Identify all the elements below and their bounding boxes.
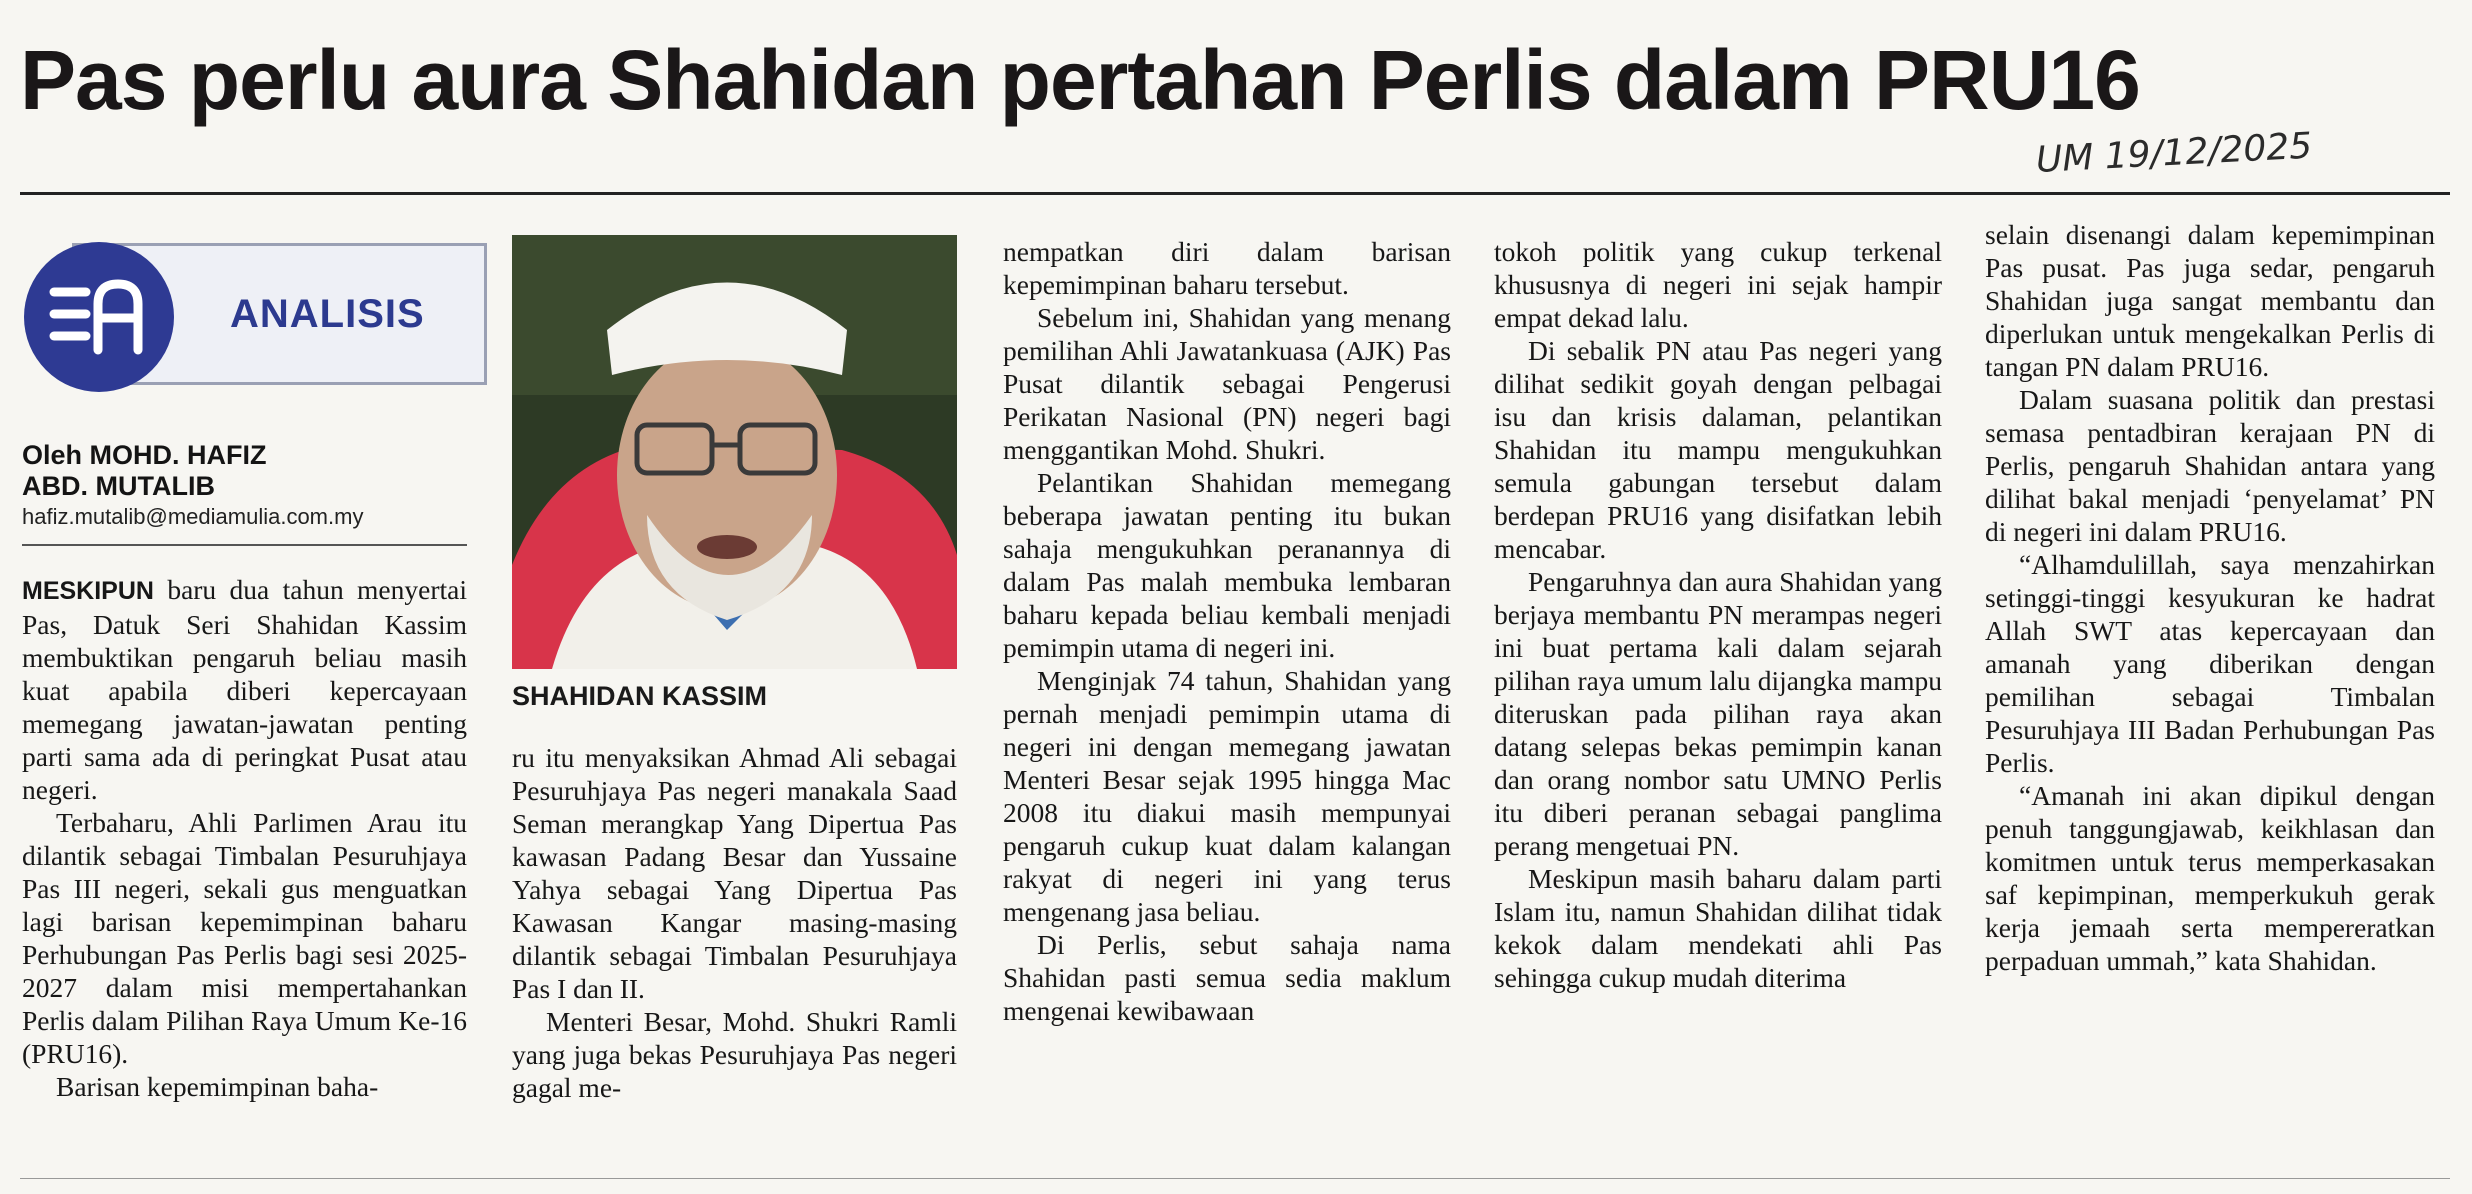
article-column-2 — [512, 741, 957, 1104]
paragraph: ru itu menyaksikan Ahmad Ali sebagai Pesuruhjaya Pas negeri manakala Saad Seman merangkap Yang Dipertua Pas kawasan Padang Besar dan Yussaine Yahya sebagai Yang Dipertua Pas Kawasan Kangar masing-masing dilantik sebagai Timbalan Pesuruhjaya Pas I dan II. — [512, 742, 957, 1004]
portrait-photo — [512, 235, 957, 669]
paragraph: “Alhamdulillah, saya menzahirkan setinggi-tinggi kesyukuran ke hadrat Allah SWT atas kepercayaan dan amanah yang diberikan dengan pemilihan sebagai Timbalan Pesuruhjaya III Badan Perhubungan Pas Perlis. — [1985, 549, 2435, 778]
analisis-logo-icon — [24, 242, 174, 392]
paragraph: Barisan kepemimpinan baha- — [56, 1071, 379, 1102]
paragraph: selain disenangi dalam kepemimpinan Pas pusat. Pas juga sedar, pengaruh Shahidan juga sangat membantu dan diperlukan untuk mengekalkan Perlis di tangan PN dalam PRU16. — [1985, 219, 2435, 382]
paragraph: Di sebalik PN atau Pas negeri yang dilihat sedikit goyah dengan pelbagai isu dan krisis dalaman, pelantikan Shahidan itu mampu mengukuhkan semula gabungan tersebut dalam berdepan PRU16 yang disifatkan lebih mencabar. — [1494, 335, 1942, 564]
bottom-rule — [20, 1178, 2450, 1179]
article-column-4 — [1494, 235, 1942, 994]
paragraph: Terbaharu, Ahli Parlimen Arau itu dilantik sebagai Timbalan Pesuruhjaya Pas III negeri, sekali gus menguatkan lagi barisan kepemimpinan baharu Perhubungan Pas Perlis bagi sesi 2025-2027 dalam misi mempertahankan Perlis dalam Pilihan Raya Umum Ke-16 (PRU16). — [22, 807, 467, 1069]
article-column-1 — [22, 573, 467, 1103]
paragraph — [22, 573, 467, 806]
paragraph: Menteri Besar, Mohd. Shukri Ramli yang juga bekas Pesuruhjaya Pas negeri gagal me- — [512, 1006, 957, 1103]
section-label: ANALISIS — [230, 292, 425, 336]
handwritten-date-note: UM 19/12/2025 — [2035, 125, 2314, 181]
paragraph: Pelantikan Shahidan memegang beberapa jawatan penting itu bukan sahaja mengukuhkan peranannya di dalam Pas malah membuka lembaran baharu kepada beliau kembali menjadi pemimpin utama di negeri ini. — [1003, 467, 1451, 663]
paragraph: Dalam suasana politik dan prestasi semasa pentadbiran kerajaan PN di Perlis, pengaruh Shahidan antara yang dilihat bakal menjadi ‘penyelamat’ PN di negeri ini dalam PRU16. — [1985, 384, 2435, 547]
byline-author-line2: ABD. MUTALIB — [22, 471, 215, 501]
byline-author-line1: Oleh MOHD. HAFIZ — [22, 440, 267, 470]
article-column-5 — [1985, 218, 2435, 977]
byline — [22, 440, 467, 532]
byline-divider — [22, 544, 467, 546]
section-badge — [22, 240, 467, 390]
paragraph: Di Perlis, sebut sahaja nama Shahidan pasti semua sedia maklum mengenai kewibawaan — [1003, 929, 1451, 1026]
paragraph: tokoh politik yang cukup terkenal khususnya di negeri ini sejak hampir empat dekad lalu. — [1494, 236, 1942, 333]
lead-word: MESKIPUN — [22, 577, 154, 605]
paragraph: Pengaruhnya dan aura Shahidan yang berjaya membantu PN merampas negeri ini buat pertama kali dalam sejarah pilihan raya umum lalu dijangka mampu diteruskan pada pilihan raya akan datang selepas bekas pemimpin kanan dan orang nombor satu UMNO Perlis itu diberi peranan sebagai panglima perang mengetuai PN. — [1494, 566, 1942, 861]
paragraph: “Amanah ini akan dipikul dengan penuh tanggungjawab, keikhlasan dan komitmen untuk terus memperkasakan saf kepimpinan, memperkukuh gerak kerja jemaah serta mempereratkan perpaduan ummah,” kata Shahidan. — [1985, 780, 2435, 976]
photo-caption: SHAHIDAN KASSIM — [512, 681, 768, 711]
article-column-3 — [1003, 235, 1451, 1027]
paragraph: Sebelum ini, Shahidan yang menang pemilihan Ahli Jawatankuasa (AJK) Pas Pusat dilantik sebagai Pengerusi Perikatan Nasional (PN) negeri bagi menggantikan Mohd. Shukri. — [1003, 302, 1451, 465]
paragraph: Menginjak 74 tahun, Shahidan yang pernah menjadi pemimpin utama di negeri ini dengan memegang jawatan Menteri Besar sejak 1995 hingga Mac 2008 itu diakui masih mempunyai pengaruh cukup kuat dalam kalangan rakyat di negeri ini yang terus mengenang jasa beliau. — [1003, 665, 1451, 927]
paragraph: nempatkan diri dalam barisan kepemimpinan baharu tersebut. — [1003, 236, 1451, 300]
headline-rule — [20, 192, 2450, 195]
paragraph-text: baru dua tahun menyertai Pas, Datuk Seri Shahidan Kassim membuktikan pengaruh beliau masih kuat apabila diberi kepercayaan memegang jawatan-jawatan penting parti sama ada di peringkat Pusat atau negeri. — [22, 574, 467, 805]
byline-email: hafiz.mutalib@mediamulia.com.my — [22, 504, 364, 529]
paragraph: Meskipun masih baharu dalam parti Islam itu, namun Shahidan dilihat tidak kekok dalam mendekati ahli Pas sehingga cukup mudah diterima — [1494, 863, 1942, 993]
headline: Pas perlu aura Shahidan pertahan Perlis dalam PRU16 — [20, 33, 2140, 127]
